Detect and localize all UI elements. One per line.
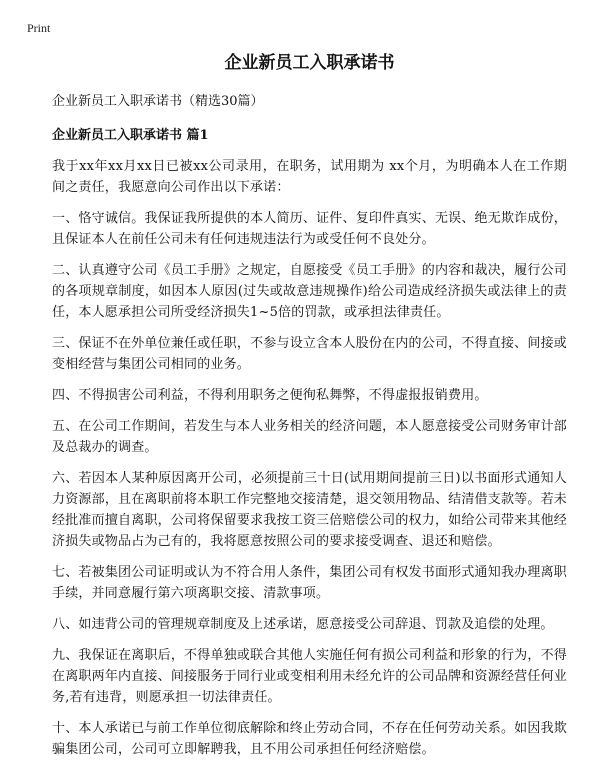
paragraph-item-1: 一、恪守诚信。我保证我所提供的本人简历、证件、复印件真实、无误、绝无欺诈成份，且保证本人在前任公司未有任何违规违法行为或受任何不良处分。: [52, 211, 567, 247]
document-subtitle: 企业新员工入职承诺书（精选30篇）: [52, 94, 264, 109]
document-title: 企业新员工入职承诺书: [224, 53, 395, 73]
section-heading: 企业新员工入职承诺书 篇1: [52, 128, 209, 143]
paragraph-item-8: 八、如违背公司的管理规章制度及上述承诺，愿意接受公司辞退、罚款及追偿的处理。: [52, 617, 554, 632]
paragraph-item-7: 七、若被集团公司证明或认为不符合用人条件，集团公司有权发书面形式通知我办理离职手续，并同意履行第六项离职交接、清款事项。: [52, 565, 567, 601]
paragraph-item-10: 十、本人承诺已与前工作单位彻底解除和终止劳动合同，不存在任何劳动关系。如因我欺骗集团公司，公司可立即解聘我，且不用公司承担任何经济赔偿。: [52, 721, 567, 757]
paragraph-item-3: 三、保证不在外单位兼任或任职，不参与设立含本人股份在内的公司，不得直接、间接或变相经营与集团公司相同的业务。: [52, 336, 567, 372]
paragraph-item-2: 二、认真遵守公司《员工手册》之规定，自愿接受《员工手册》的内容和裁决，履行公司的各项规章制度，如因本人原因(过失或故意违规操作)给公司造成经济损失或法律上的责任，本人愿承担公司所受经济损失1~5倍的罚款，或承担法律责任。: [52, 263, 567, 320]
paragraph-item-4: 四、不得损害公司利益，不得利用职务之便徇私舞弊，不得虚报报销费用。: [52, 388, 488, 403]
paragraph-intro: 我于xx年xx月xx日已被xx公司录用，在职务，试用期为 xx个月，为明确本人在工作期间之责任，我愿意向公司作出以下承诺：: [52, 159, 567, 195]
paragraph-item-6: 六、若因本人某种原因离开公司，必须提前三十日(试用期间提前三日)以书面形式通知人力资源部，且在离职前将本职工作完整地交接清楚，退交领用物品、结清借支款等。若未经批准而擅自离职，公司将保留要求我按工资三倍赔偿公司的权力，如给公司带来其他经济损失或物品占为己有的，我将愿意按照公司的要求接受调查、退还和赔偿。: [52, 471, 567, 549]
document-page: [52, 50, 567, 760]
print-link[interactable]: Print: [27, 21, 51, 35]
paragraph-item-9: 九、我保证在离职后，不得单独或联合其他人实施任何有损公司利益和形象的行为，不得在离职两年内直接、间接服务于同行业或变相利用未经允许的公司品牌和资源经营任何业务,若有违背，则愿承担一切法律责任。: [52, 648, 567, 705]
paragraph-item-5: 五、在公司工作期间，若发生与本人业务相关的经济问题，本人愿意接受公司财务审计部及总裁办的调查。: [52, 419, 567, 455]
